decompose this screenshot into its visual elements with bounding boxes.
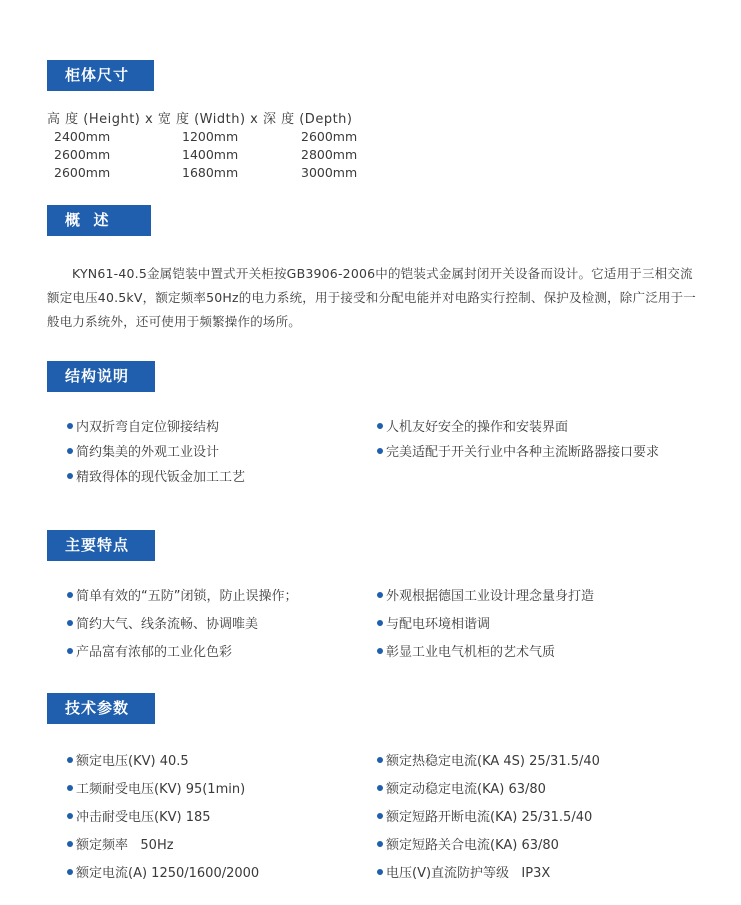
bullet-icon [377, 648, 383, 654]
list-item: 额定电流(A) 1250/1600/2000 [67, 862, 259, 881]
bullet-icon [67, 648, 73, 654]
dimension-header-line: 高 度 (Height) x 宽 度 (Width) x 深 度 (Depth) [47, 112, 353, 127]
section-header-features [47, 530, 155, 561]
bullet-icon [67, 785, 73, 791]
list-item: 额定电压(KV) 40.5 [67, 750, 189, 769]
features-list [67, 585, 707, 660]
list-item: 内双折弯自定位铆接结构 [67, 416, 219, 435]
section-title: 结构说明 [65, 367, 130, 385]
bullet-icon [377, 592, 383, 598]
width-value: 1400mm [182, 147, 239, 162]
bullet-icon [377, 423, 383, 429]
section-header-size [47, 60, 154, 91]
dimension-table [54, 128, 454, 182]
list-item: 与配电环境相谐调 [377, 613, 490, 632]
structure-list [67, 416, 707, 491]
list-item: 产品富有浓郁的工业化色彩 [67, 641, 232, 660]
depth-value: 3000mm [301, 165, 358, 180]
bullet-icon [67, 423, 73, 429]
list-item: 简约集美的外观工业设计 [67, 441, 219, 460]
bullet-icon [67, 869, 73, 875]
dimension-row [54, 128, 454, 146]
list-item: 额定短路关合电流(KA) 63/80 [377, 834, 559, 853]
list-item: 简单有效的“五防”闭锁，防止误操作； [67, 585, 297, 604]
depth-value: 2600mm [301, 129, 358, 144]
height-value: 2400mm [54, 129, 111, 144]
list-item: 额定动稳定电流(KA) 63/80 [377, 778, 546, 797]
list-item: 彰显工业电气机柜的艺术气质 [377, 641, 555, 660]
list-item: 外观根据德国工业设计理念量身打造 [377, 585, 594, 604]
bullet-icon [377, 841, 383, 847]
bullet-icon [377, 620, 383, 626]
bullet-icon [67, 841, 73, 847]
list-item: 简约大气、线条流畅、协调唯美 [67, 613, 258, 632]
section-header-overview [47, 205, 151, 236]
width-value: 1200mm [182, 129, 239, 144]
bullet-icon [67, 448, 73, 454]
bullet-icon [67, 757, 73, 763]
dimension-row [54, 164, 454, 182]
bullet-icon [377, 813, 383, 819]
width-value: 1680mm [182, 165, 239, 180]
section-title: 概 述 [65, 211, 110, 229]
bullet-icon [67, 473, 73, 479]
section-title: 主要特点 [65, 536, 130, 554]
list-item: 工频耐受电压(KV) 95(1min) [67, 778, 245, 797]
section-title: 柜体尺寸 [65, 66, 130, 84]
height-value: 2600mm [54, 147, 111, 162]
bullet-icon [67, 813, 73, 819]
list-item: 额定短路开断电流(KA) 25/31.5/40 [377, 806, 592, 825]
list-item: 冲击耐受电压(KV) 185 [67, 806, 211, 825]
overview-paragraph: KYN61-40.5金属铠装中置式开关柜按GB3906-2006中的铠装式金属封闭开关设备而设计。它适用于三相交流额定电压40.5kV，额定频率50Hz的电力系统，用于接受和分配电能并对电路实行控制、保护及检测，除广泛用于一般电力系统外，还可使用于频繁操作的场所。 [47, 266, 696, 329]
list-item: 完美适配于开关行业中各种主流断路器接口要求 [377, 441, 659, 460]
bullet-icon [67, 620, 73, 626]
bullet-icon [377, 785, 383, 791]
bullet-icon [377, 448, 383, 454]
section-header-structure [47, 361, 155, 392]
bullet-icon [377, 869, 383, 875]
bullet-icon [377, 757, 383, 763]
params-list [67, 750, 707, 885]
list-item: 人机友好安全的操作和安装界面 [377, 416, 568, 435]
depth-value: 2800mm [301, 147, 358, 162]
list-item: 电压(V)直流防护等级 IP3X [377, 862, 550, 881]
section-header-params [47, 693, 155, 724]
dimension-row [54, 146, 454, 164]
height-value: 2600mm [54, 165, 111, 180]
bullet-icon [67, 592, 73, 598]
list-item: 精致得体的现代钣金加工工艺 [67, 466, 245, 485]
list-item: 额定频率 50Hz [67, 834, 174, 853]
list-item: 额定热稳定电流(KA 4S) 25/31.5/40 [377, 750, 600, 769]
section-title: 技术参数 [65, 699, 130, 717]
